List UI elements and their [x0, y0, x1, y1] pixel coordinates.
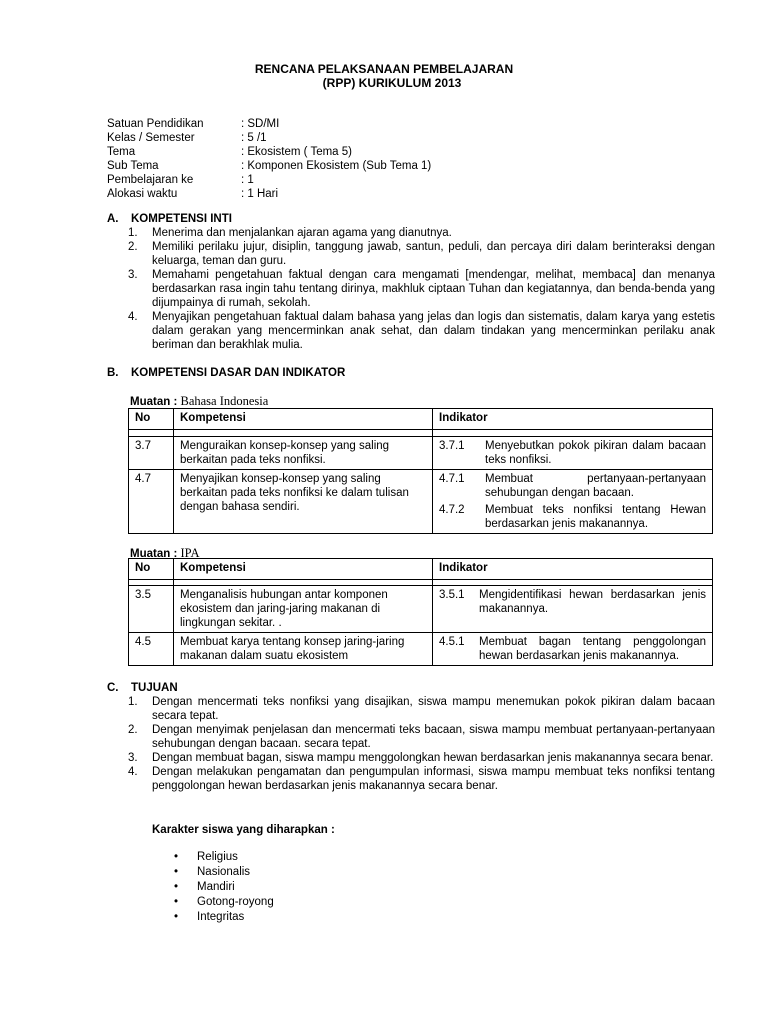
bullet-item — [174, 895, 274, 910]
indicator-item — [439, 635, 706, 663]
muatan-subject: Bahasa Indonesia — [180, 394, 269, 408]
bullet-text: Gotong-royong — [197, 896, 274, 908]
muatan-label-bahasa — [130, 394, 268, 409]
list-number: 1. — [128, 227, 138, 239]
meta-value: : Ekosistem ( Tema 5) — [241, 146, 352, 158]
list-number: 2. — [128, 241, 138, 253]
bullet-text: Integritas — [197, 911, 245, 923]
indicator-item — [439, 588, 706, 616]
section-letter: C. — [107, 682, 119, 694]
section-b-heading — [107, 366, 345, 380]
section-title: TUJUAN — [131, 682, 178, 694]
list-number: 4. — [128, 766, 138, 778]
section-c-heading — [107, 681, 178, 695]
meta-label: Satuan Pendidikan — [107, 118, 204, 130]
list-item — [128, 751, 715, 765]
meta-value: : 5 /1 — [241, 132, 267, 144]
document-title-line1: RENCANA PELAKSANAAN PEMBELAJARAN — [254, 62, 514, 76]
indicator-text: Membuat bagan tentang penggolongan hewan berdasarkan jenis makanannya. — [479, 636, 706, 662]
indicator-text: Membuat teks nonfiksi tentang Hewan berdasarkan jenis makanannya. — [485, 504, 706, 530]
col-header-no: No — [129, 409, 174, 430]
karakter-heading: Karakter siswa yang diharapkan : — [152, 824, 335, 836]
list-text: Dengan melakukan pengamatan dan pengumpulan informasi, siswa mampu membuat teks nonfiksi tentang penggolongan hewan berdasarkan jenis makanannya secara benar. — [152, 766, 715, 792]
indicator-number: 4.7.1 — [439, 473, 465, 485]
muatan-prefix: Muatan : — [130, 548, 178, 560]
muatan-subject: IPA — [180, 546, 200, 560]
table-header-row — [129, 409, 713, 430]
indicator-item — [439, 439, 706, 467]
cell-no: 3.5 — [129, 586, 174, 633]
bullet-text: Mandiri — [197, 881, 235, 893]
meta-value: : 1 — [241, 174, 254, 186]
list-text: Memiliki perilaku jujur, disiplin, tanggung jawab, santun, peduli, dan percaya diri dalam berinteraksi dengan keluarga, teman dan guru. — [152, 241, 715, 267]
indicator-text: Mengidentifikasi hewan berdasarkan jenis makanannya. — [479, 589, 706, 615]
list-text: Memahami pengetahuan faktual dengan cara mengamati [mendengar, melihat, membaca] dan menanya berdasarkan rasa ingin tahu tentang dirinya, makhluk ciptaan Tuhan dan kegiatannya, dan benda-benda yang dijumpainya di rumah, sekolah. — [152, 269, 715, 309]
section-a-heading — [107, 212, 232, 226]
cell-no: 4.7 — [129, 470, 174, 534]
list-text: Menerima dan menjalankan ajaran agama yang dianutnya. — [152, 227, 452, 239]
bullet-glyph: • — [174, 881, 179, 893]
list-number: 4. — [128, 311, 138, 323]
indicator-text: Menyebutkan pokok pikiran dalam bacaan teks nonfiksi. — [485, 440, 706, 466]
meta-label: Alokasi waktu — [107, 188, 178, 200]
tujuan-list — [128, 695, 715, 793]
indicator-text: Membuat pertanyaan-pertanyaan sehubungan dengan bacaan. — [485, 473, 706, 499]
list-number: 3. — [128, 269, 138, 281]
section-title: KOMPETENSI INTI — [131, 213, 232, 225]
list-text: Dengan mencermati teks nonfiksi yang disajikan, siswa mampu menemukan pokok pikiran dalam bacaan secara tepat. — [152, 696, 715, 722]
bullet-glyph: • — [174, 866, 179, 878]
indicator-number: 4.5.1 — [439, 636, 465, 648]
list-number: 1. — [128, 696, 138, 708]
meta-label: Kelas / Semester — [107, 132, 195, 144]
list-number: 3. — [128, 752, 138, 764]
table-row — [129, 633, 713, 666]
cell-kompetensi: Menganalisis hubungan antar komponen ekosistem dan jaring-jaring makanan di lingkungan sekitar. . — [174, 586, 433, 633]
bullet-item — [174, 865, 274, 880]
indicator-number: 4.7.2 — [439, 504, 465, 516]
col-header-kompetensi: Kompetensi — [174, 559, 433, 580]
bullet-glyph: • — [174, 911, 179, 923]
list-text: Menyajikan pengetahuan faktual dalam bahasa yang jelas dan logis dan sistematis, dalam karya yang estetis dalam gerakan yang mencerminkan anak sehat, dan dalam tindakan yang mencerminkan perilaku anak beriman dan berakhlak mulia. — [152, 311, 715, 351]
section-title: KOMPETENSI DASAR DAN INDIKATOR — [131, 367, 346, 379]
meta-value: : Komponen Ekosistem (Sub Tema 1) — [241, 160, 432, 172]
indicator-number: 3.5.1 — [439, 589, 465, 601]
col-header-kompetensi: Kompetensi — [174, 409, 433, 430]
cell-kompetensi: Menyajikan konsep-konsep yang saling berkaitan pada teks nonfiksi ke dalam tulisan dengan bahasa sendiri. — [174, 470, 433, 534]
kd-table-ipa — [128, 558, 713, 666]
cell-no: 3.7 — [129, 437, 174, 470]
list-item — [128, 310, 715, 352]
kd-table-bahasa-indonesia — [128, 408, 713, 534]
bullet-glyph: • — [174, 896, 179, 908]
list-text: Dengan membuat bagan, siswa mampu menggolongkan hewan berdasarkan jenis makanannya secara benar. — [152, 752, 714, 764]
kompetensi-inti-list — [128, 226, 715, 352]
bullet-item — [174, 910, 274, 925]
muatan-prefix: Muatan : — [130, 396, 178, 408]
table-row — [129, 470, 713, 534]
meta-label: Tema — [107, 146, 136, 158]
col-header-indikator: Indikator — [433, 559, 713, 580]
bullet-text: Religius — [197, 851, 238, 863]
indicator-number: 3.7.1 — [439, 440, 465, 452]
cell-no: 4.5 — [129, 633, 174, 666]
karakter-list — [174, 850, 274, 925]
table-spacer-row — [129, 430, 713, 437]
table-header-row — [129, 559, 713, 580]
list-item — [128, 268, 715, 310]
section-letter: B. — [107, 367, 119, 379]
meta-value: : 1 Hari — [241, 188, 279, 200]
bullet-glyph: • — [174, 851, 179, 863]
cell-kompetensi: Menguraikan konsep-konsep yang saling berkaitan pada teks nonfiksi. — [174, 437, 433, 470]
list-number: 2. — [128, 724, 138, 736]
bullet-text: Nasionalis — [197, 866, 251, 878]
list-item — [128, 765, 715, 793]
list-text: Dengan menyimak penjelasan dan mencermati teks bacaan, siswa mampu membuat pertanyaan-pertanyaan sehubungan dengan bacaan. secara tepat. — [152, 724, 715, 750]
cell-indikator — [433, 633, 713, 666]
cell-indikator — [433, 470, 713, 534]
document-title-line2: (RPP) KURIKULUM 2013 — [322, 76, 462, 90]
bullet-item — [174, 880, 274, 895]
list-item — [128, 695, 715, 723]
cell-indikator — [433, 437, 713, 470]
cell-indikator — [433, 586, 713, 633]
list-item — [128, 723, 715, 751]
table-row — [129, 586, 713, 633]
list-item — [128, 226, 715, 240]
col-header-no: No — [129, 559, 174, 580]
table-row — [129, 437, 713, 470]
indicator-item — [439, 472, 706, 500]
cell-kompetensi: Membuat karya tentang konsep jaring-jaring makanan dalam suatu ekosistem — [174, 633, 433, 666]
indicator-item — [439, 503, 706, 531]
meta-value: : SD/MI — [241, 118, 280, 130]
section-letter: A. — [107, 213, 119, 225]
list-item — [128, 240, 715, 268]
meta-label: Sub Tema — [107, 160, 159, 172]
meta-label: Pembelajaran ke — [107, 174, 194, 186]
col-header-indikator: Indikator — [433, 409, 713, 430]
bullet-item — [174, 850, 274, 865]
